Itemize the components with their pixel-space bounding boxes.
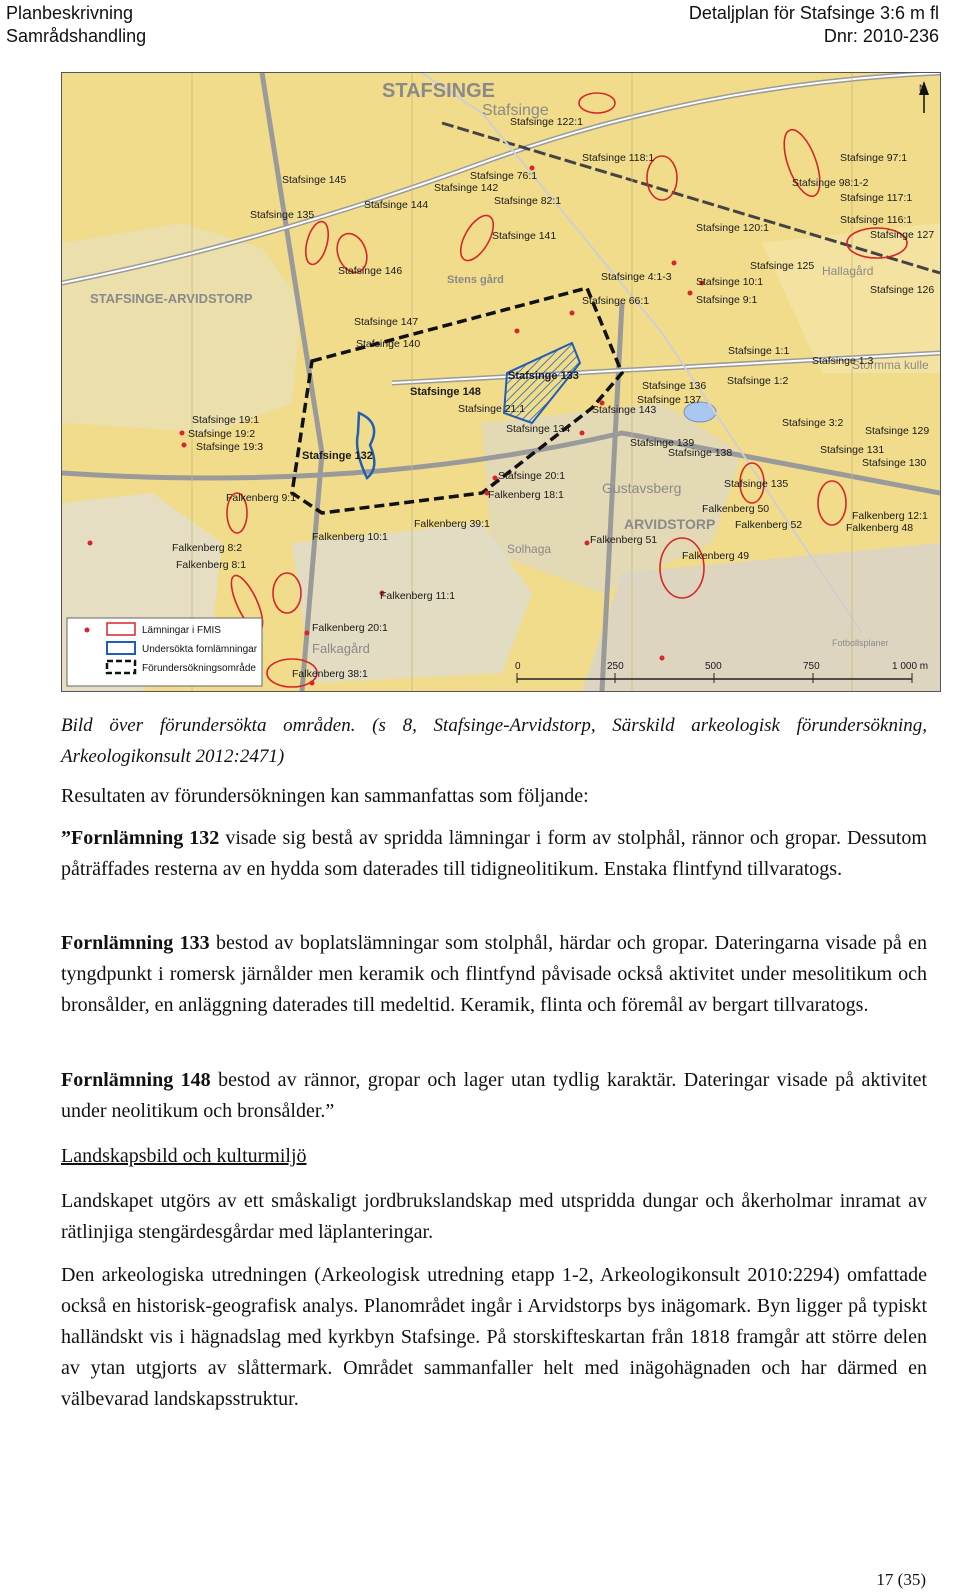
site-label-s97: Stafsinge 97:1: [840, 152, 908, 164]
site-label-s1_2: Stafsinge 1:2: [727, 375, 789, 387]
site-label-s147: Stafsinge 147: [354, 316, 419, 328]
plan-title: Detaljplan för Stafsinge 3:6 m fl: [688, 3, 939, 23]
scale-750: 750: [803, 661, 820, 672]
site-label-f11: Falkenberg 11:1: [380, 590, 456, 602]
site-label-s139: Stafsinge 139: [630, 437, 695, 449]
place-falkagard: Falkagård: [312, 641, 370, 656]
site-label-s116: Stafsinge 116:1: [840, 214, 913, 226]
fornlamning-133-lead: Fornlämning 133: [61, 932, 210, 954]
fornlamning-148-lead: Fornlämning 148: [61, 1069, 211, 1091]
landscape-paragraph-2: Den arkeologiska utredningen (Arkeologisk utredning etapp 1-2, Arkeologikonsult 2010:2294) omfattade också en historisk-geografisk analys. Planområdet ingår i Arvidstorps bys inägomark. Byn ligger på typiskt halländskt vis i hägnadslag med kyrkbyn Stafsinge. På storskifteskartan från 1818 framgår att större delen av ytan utgjorts av slåttermark. Området sammanfaller helt med inägohägnaden och har därmed en välbevarad landskapsstruktur.: [61, 1264, 927, 1410]
site-label-f52: Falkenberg 52: [735, 519, 803, 531]
site-label-f18: Falkenberg 18:1: [488, 489, 564, 501]
landscape-heading: Landskapsbild och kulturmiljö: [61, 1145, 307, 1167]
legend-boundary: Förundersökningsområde: [142, 663, 256, 674]
site-label-s19_1: Stafsinge 19:1: [192, 414, 260, 426]
place-solhaga: Solhaga: [507, 542, 552, 556]
scale-500: 500: [705, 661, 722, 672]
fornlamning-132-lead: ”Fornlämning 132: [61, 827, 220, 849]
site-label-f49: Falkenberg 49: [682, 550, 750, 562]
site-label-f9: Falkenberg 9:1: [226, 492, 297, 504]
site-label-s9: Stafsinge 9:1: [696, 294, 758, 306]
site-label-s76: Stafsinge 76:1: [470, 170, 538, 182]
site-label-s145: Stafsinge 145: [282, 174, 347, 186]
site-label-s129: Stafsinge 129: [865, 425, 930, 437]
site-label-f12: Falkenberg 12:1: [852, 510, 928, 522]
legend-investigated: Undersökta fornlämningar: [142, 644, 258, 655]
place-arvidstorp: ARVIDSTORP: [624, 516, 716, 532]
summary-intro: Resultaten av förundersökningen kan sammanfattas som följande:: [61, 785, 589, 807]
site-label-s143: Stafsinge 143: [592, 404, 657, 416]
legend-remains: Lämningar i FMIS: [142, 625, 221, 636]
site-label-s141: Stafsinge 141: [492, 230, 557, 242]
site-label-s142: Stafsinge 142: [434, 182, 499, 194]
site-label-s126: Stafsinge 126: [870, 284, 935, 296]
site-label-s135b: Stafsinge 135: [724, 478, 789, 490]
site-label-s130: Stafsinge 130: [862, 457, 927, 469]
site-label-s1_1: Stafsinge 1:1: [728, 345, 790, 357]
map-caption: Bild över förundersökta områden. (s 8, Stafsinge-Arvidstorp, Särskild arkeologisk förundersökning, Arkeologikonsult 2012:2471): [61, 715, 927, 767]
place-hallagard: Hallagård: [822, 264, 874, 278]
fornlamning-133: [61, 928, 927, 1021]
site-label-s66: Stafsinge 66:1: [582, 295, 650, 307]
site-label-s120: Stafsinge 120:1: [696, 222, 769, 234]
site-label-s135: Stafsinge 135: [250, 209, 315, 221]
fornlamning-148: [61, 1065, 927, 1127]
fornlamning-148-text: bestod av rännor, gropar och lager utan tydlig karaktär. Dateringar visade på aktivitet under neolitikum och bronsålder.”: [61, 1069, 927, 1122]
scale-250: 250: [607, 661, 624, 672]
doc-type: Planbeskrivning: [6, 3, 134, 23]
site-label-s117: Stafsinge 117:1: [840, 192, 913, 204]
fornlamning-133-text: bestod av boplatslämningar som stolphål, härdar och gropar. Dateringarna visade på en tyngdpunkt i romersk järnålder men keramik och flintfynd påvisade också aktivitet under mesolitikum och bronsålder, en anläggning daterades till medeltid. Keramik, flinta och föremål av bergart tillvaratogs.: [61, 932, 927, 1016]
scale-1000: 1 000 m: [892, 661, 929, 672]
fornlamning-132: [61, 823, 927, 885]
site-label-f50: Falkenberg 50: [702, 503, 770, 515]
site-label-s148: Stafsinge 148: [410, 386, 481, 398]
scale-0: 0: [515, 661, 521, 672]
doc-stage: Samrådshandling: [6, 26, 147, 46]
site-label-s19_2: Stafsinge 19:2: [188, 428, 256, 440]
site-label-s138: Stafsinge 138: [668, 447, 733, 459]
place-stafsinge: Stafsinge: [482, 102, 549, 119]
site-label-s136: Stafsinge 136: [642, 380, 707, 392]
site-label-s137: Stafsinge 137: [637, 394, 702, 406]
site-label-f48: Falkenberg 48: [846, 522, 914, 534]
place-stafsinge-big: STAFSINGE: [382, 80, 495, 102]
place-fotbollsplaner: Fotbollsplaner: [832, 638, 889, 648]
site-label-s132: Stafsinge 132: [302, 450, 373, 462]
site-label-s98: Stafsinge 98:1-2: [792, 177, 869, 189]
header-right: [689, 2, 939, 48]
site-label-f39: Falkenberg 39:1: [414, 518, 490, 530]
place-stafsinge-arvidstorp: STAFSINGE-ARVIDSTORP: [90, 291, 253, 306]
site-label-s4: Stafsinge 4:1-3: [601, 271, 672, 283]
place-gustavsberg: Gustavsberg: [602, 480, 682, 496]
site-label-s146: Stafsinge 146: [338, 265, 403, 277]
site-label-s127: Stafsinge 127: [870, 229, 935, 241]
site-label-s3_2: Stafsinge 3:2: [782, 417, 844, 429]
site-label-s133: Stafsinge 133: [508, 370, 579, 382]
site-label-s1_3: Stafsinge 1:3: [812, 355, 874, 367]
fornlamning-132-text: visade sig bestå av spridda lämningar i form av stolphål, rännor och gropar. Dessutom påträffades resterna av en hydda som daterades till tidigneolitikum. Enstaka flintfynd tillvaratogs.: [61, 827, 927, 880]
header-left: [6, 2, 146, 48]
site-label-s122: Stafsinge 122:1: [510, 116, 583, 128]
north-label: N: [919, 83, 926, 93]
site-label-s144: Stafsinge 144: [364, 199, 429, 211]
site-label-s21: Stafsinge 21:1: [458, 403, 526, 415]
site-label-s118: Stafsinge 118:1: [582, 152, 655, 164]
site-label-s125: Stafsinge 125: [750, 260, 815, 272]
site-label-f10: Falkenberg 10:1: [312, 531, 388, 543]
site-label-f8_1: Falkenberg 8:1: [176, 559, 247, 571]
site-label-s20: Stafsinge 20:1: [498, 470, 566, 482]
site-label-f38: Falkenberg 38:1: [292, 668, 368, 680]
site-label-s134: Stafsinge 134: [506, 423, 571, 435]
site-label-f20: Falkenberg 20:1: [312, 622, 388, 634]
landscape-paragraph-1: Landskapet utgörs av ett småskaligt jordbrukslandskap med utspridda dungar och åkerholmar inramat av rätlinjiga stengärdesgårdar med läplanteringar.: [61, 1190, 927, 1243]
archaeology-map: [61, 72, 941, 692]
map-legend: [67, 618, 262, 686]
site-label-f8_2: Falkenberg 8:2: [172, 542, 243, 554]
site-label-s82: Stafsinge 82:1: [494, 195, 562, 207]
place-stens-gard: Stens gård: [447, 274, 504, 286]
site-label-s131: Stafsinge 131: [820, 444, 885, 456]
dnr: Dnr: 2010-236: [823, 26, 939, 46]
page-number: 17 (35): [876, 1570, 926, 1589]
site-label-s10: Stafsinge 10:1: [696, 276, 764, 288]
site-label-s140: Stafsinge 140: [356, 338, 421, 350]
site-label-f51: Falkenberg 51: [590, 534, 658, 546]
place-stormma-kulle: Stormma kulle: [852, 358, 929, 372]
site-label-s19_3: Stafsinge 19:3: [196, 441, 264, 453]
